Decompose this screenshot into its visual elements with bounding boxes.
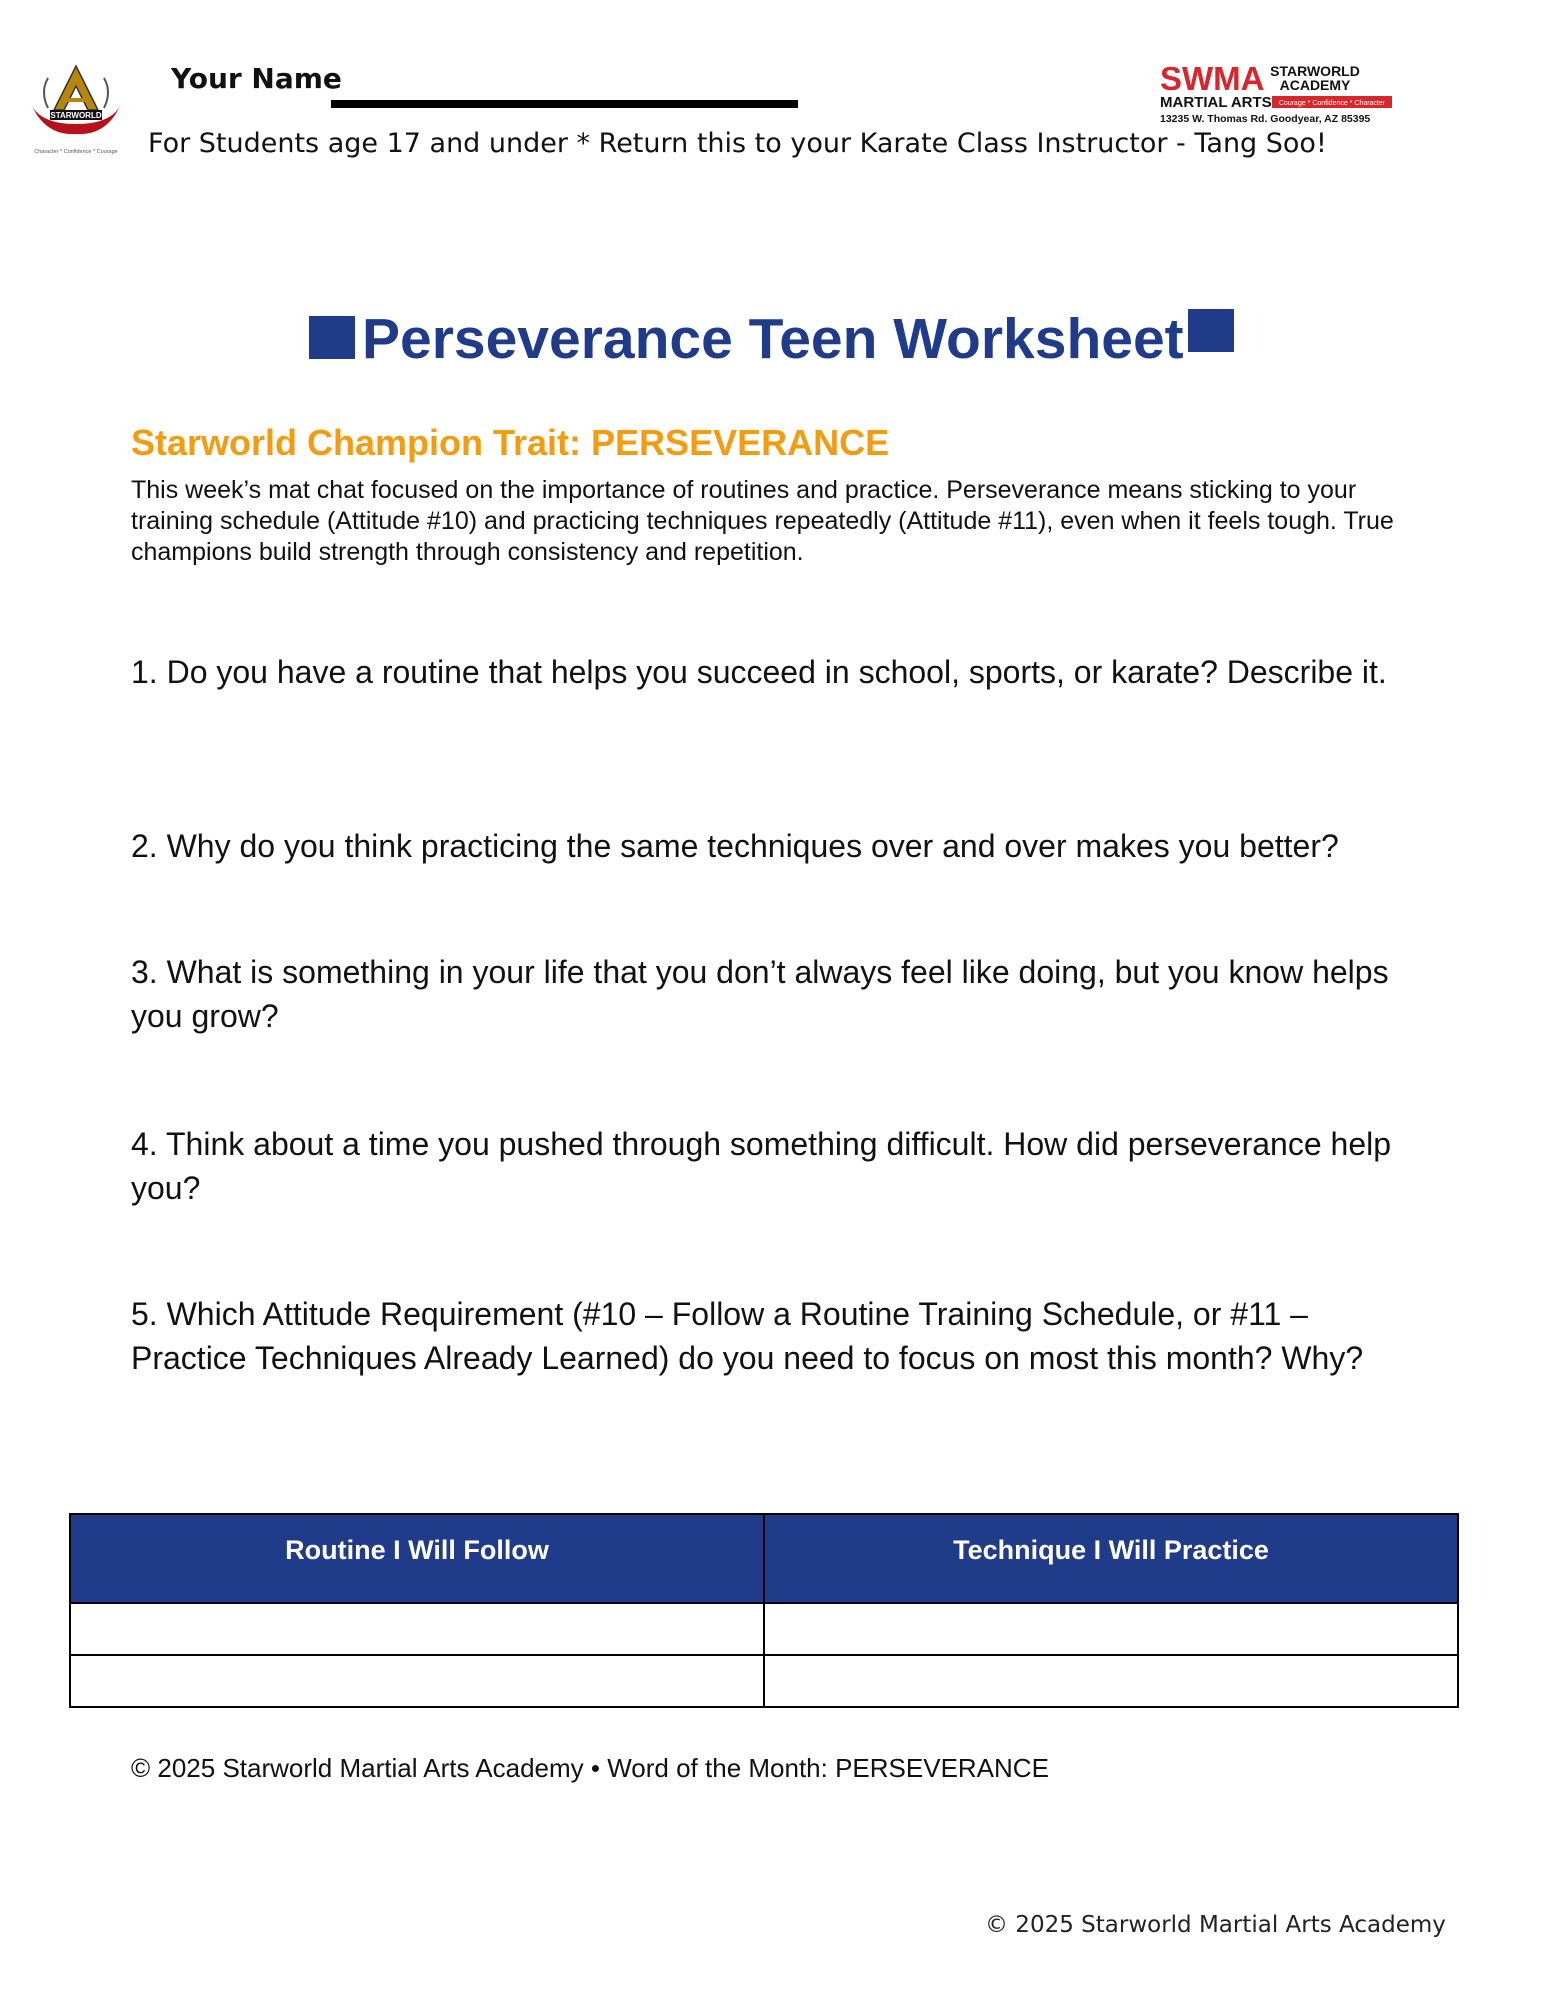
table-header-row xyxy=(70,1514,1458,1603)
svg-text:Courage * Confidence * Charact: Courage * Confidence * Character xyxy=(1278,100,1386,107)
question-1: 1. Do you have a routine that helps you succeed in school, sports, or karate? Describe it. xyxy=(131,654,1387,690)
trait-description: This week’s mat chat focused on the importance of routines and practice. Perseverance means sticking to your training schedule (Attitude #10) and practicing techniques repeatedly (Attitude #11), even when it feels tough. True champions build strength through consistency and repetition. xyxy=(131,476,1394,566)
question-5: 5. Which Attitude Requirement (#10 – Follow a Routine Training Schedule, or #11 – Practice Techniques Already Learned) do you need to focus on most this month? Why? xyxy=(131,1296,1364,1376)
swma-logo-right xyxy=(1160,62,1400,126)
table-row xyxy=(70,1603,1458,1655)
routine-entry-cell[interactable] xyxy=(70,1603,764,1655)
plan-table xyxy=(69,1513,1459,1708)
technique-column-header: Technique I Will Practice xyxy=(764,1514,1458,1603)
question-2: 2. Why do you think practicing the same techniques over and over makes you better? xyxy=(131,828,1339,864)
your-name-label: Your Name xyxy=(171,62,342,95)
technique-entry-cell[interactable] xyxy=(764,1603,1458,1655)
svg-text:ACADEMY: ACADEMY xyxy=(1279,77,1351,93)
swma-logo-icon xyxy=(1160,62,1400,126)
trait-heading: Starworld Champion Trait: PERSEVERANCE xyxy=(131,422,890,463)
question-3: 3. What is something in your life that you don’t always feel like doing, but you know helps you grow? xyxy=(131,954,1389,1034)
table-row xyxy=(70,1655,1458,1707)
svg-text:13235 W. Thomas Rd. Goodyear,: 13235 W. Thomas Rd. Goodyear, AZ 85395 xyxy=(1160,113,1371,125)
routine-column-header: Routine I Will Follow xyxy=(70,1514,764,1603)
square-bullet-icon xyxy=(309,316,355,359)
svg-text:MARTIAL ARTS: MARTIAL ARTS xyxy=(1160,94,1272,111)
return-instructions: For Students age 17 and under * Return this to your Karate Class Instructor - Tang Soo! xyxy=(148,128,1327,159)
question-4: 4. Think about a time you pushed through something difficult. How did perseverance help you? xyxy=(131,1126,1392,1206)
square-bullet-icon xyxy=(1188,309,1234,352)
technique-entry-cell[interactable] xyxy=(764,1655,1458,1707)
routine-entry-cell[interactable] xyxy=(70,1655,764,1707)
worksheet-title: Perseverance Teen Worksheet xyxy=(362,307,1184,371)
footer-word-of-month: © 2025 Starworld Martial Arts Academy • Word of the Month: PERSEVERANCE xyxy=(131,1753,1049,1783)
name-entry-line[interactable] xyxy=(331,100,798,108)
starworld-emblem-icon xyxy=(26,58,126,158)
svg-text:SWMA: SWMA xyxy=(1160,62,1265,97)
svg-text:Character * Confidence * Coura: Character * Confidence * Courage xyxy=(34,149,118,155)
svg-text:STARWORLD: STARWORLD xyxy=(1270,63,1360,79)
starworld-logo-left xyxy=(26,58,126,158)
worksheet-title-row xyxy=(0,302,1545,382)
svg-text:STARWORLD: STARWORLD xyxy=(50,111,102,120)
copyright-notice: © 2025 Starworld Martial Arts Academy xyxy=(985,1912,1446,1938)
